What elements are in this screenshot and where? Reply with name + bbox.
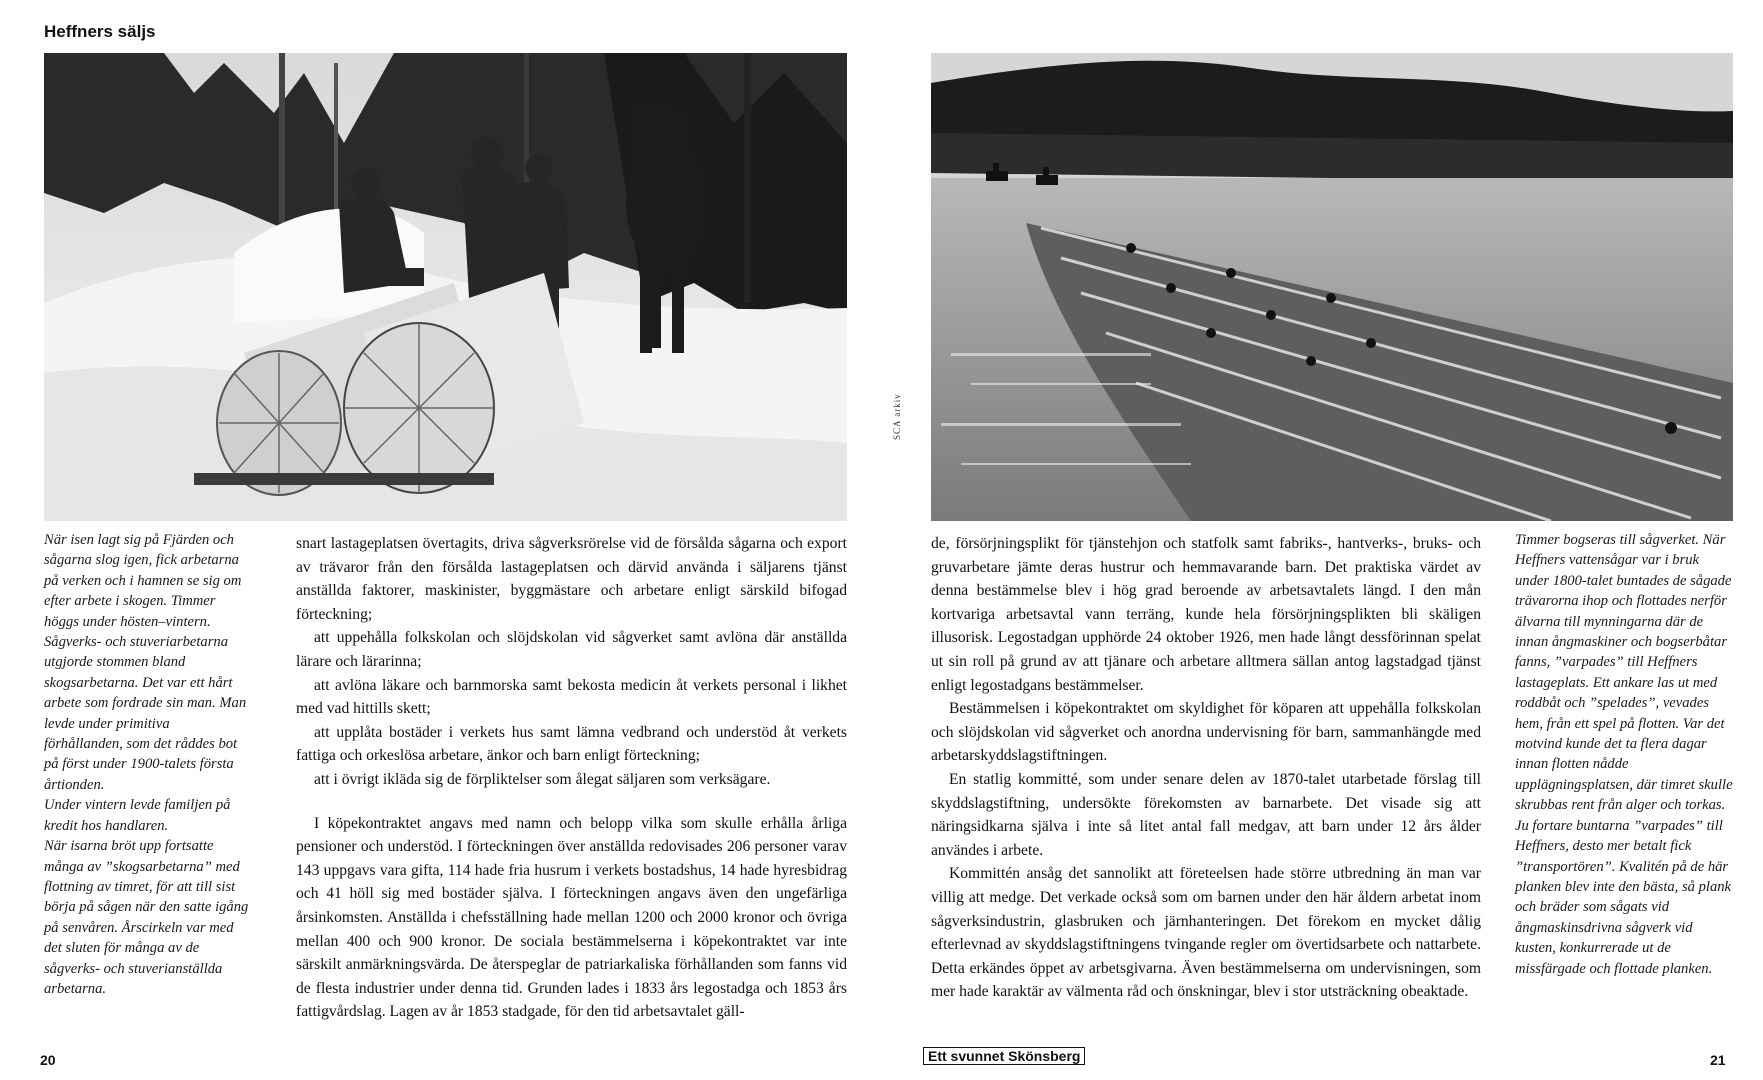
page-number-right: 21 [1710, 1052, 1726, 1068]
caption-right [1515, 530, 1733, 979]
section-title: Heffners säljs [44, 22, 156, 41]
body-paragraph: Kommittén ansåg det sannolikt att företeelsen hade större utbredning än man var villig att medge. Det verkade också som om barnen under den här åldern arbetat inom sågverksindustrin, glasbruken och järnhanteringen. Det förekom en mycket dålig efterlevnad av skyddslagstiftningens tvingande regler om övertidsarbete och nattarbete. Detta erkändes öppet av arbetsgivarna. Även bestämmelserna om undervisningen, som mer hade karaktär av välmenta råd och önskningar, blev i stor utsträckning obeaktade. [931, 865, 1481, 1001]
caption-paragraph: När isarna bröt upp fortsatte många av ”skogsarbetarna” med flottning av timret, för att till sist börja på sågen när den satte igång på senvåren. Årscirkeln var med det sluten för många av de sågverks- och stuverianställda arbetarna. [44, 838, 249, 997]
caption-paragraph: Timmer bogseras till sågverket. När Heffners vattensågar var i bruk under 1800-talet buntades de sågade trävarorna ihop och flottades nerför älvarna till mynningarna där de innan ångmaskiner och bogserbåtar fanns, ”varpades” till Heffners lastageplats. Ett ankare las ut med roddbåt och ”spelades”, vevades hem, från ett spel på flotten. Var det motvind kunde det ta flera dagar innan flotten nådde upplägningsplatsen, där timret skulle skrubbas rent från alger och torkas. Ju fortare buntarna ”varpades” till Heffners, desto mer betalt fick ”transportören”. Kvalitén på de här planken blev inte den bästa, så plank och bräder som sågats vid ångmaskinsdrivna sågverk vid kusten, konkurrerade ut de missfärgade och flottade planken. [1515, 532, 1733, 977]
body-paragraph: snart lastageplatsen övertagits, driva sågverksrörelse vid de försålda sågarna och export av trävaror från den försålda lastageplatsen och därvid använda i säljarens tjänst anställda faktorer, maskinister, byggmästare och arbetare enligt särskild bifogad förteckning; [296, 535, 847, 623]
body-paragraph: att uppehålla folkskolan och slöjdskolan vid sågverket samt avlöna där anställda lärare och lärarinna; [296, 629, 847, 670]
timber-raft-towed-photo [931, 53, 1733, 521]
caption-paragraph: Under vintern levde familjen på kredit hos handlaren. [44, 797, 231, 834]
body-column-right [931, 532, 1481, 1004]
photo-credit: SCA arkiv [892, 393, 902, 440]
body-paragraph: En statlig kommitté, som under senare delen av 1870-talet utarbetade förslag till skyddslagstiftning, undersökte förekomsten av barnarbete. Det visade sig att näringsidkarna själva i inte så litet antal fall medgav, att barn under 12 års ålder användes i arbete. [931, 770, 1481, 859]
loggers-with-horse-photo [44, 53, 847, 521]
caption-paragraph: När isen lagt sig på Fjärden och sågarna slog igen, fick arbetarna på verken och i hamnen se sig om efter arbete i skogen. Timmer höggs under hösten–vintern. Sågverks- och stuveriarbetarna utgjorde stommen bland skogsarbetarna. Det var ett hårt arbete som fordrade sin man. Man levde under primitiva förhållanden, som det råddes bot på först under 1900-talets första årtionden. [44, 532, 247, 793]
loggers-photo-illustration [44, 53, 847, 521]
page-number-left: 20 [40, 1052, 56, 1068]
timber-raft-photo-illustration [931, 53, 1733, 521]
body-paragraph: att upplåta bostäder i verkets hus samt lämna vedbrand och understöd åt verkets fattiga och orkeslösa arbetare, änkor och barn enligt förteckning; [296, 723, 847, 765]
body-paragraph: de, försörjningsplikt för tjänstehjon och statfolk samt fabriks-, hantverks-, bruks- och gruvarbetare jämte deras hustrur och hemmavarande barn. Det praktiska värdet av denna bestämmelse blev i hög grad beroende av arbetsavtalets längd. I den mån kortvariga arbetsavtal vann terräng, kunde hela försörjningsplikten bli skäligen illusorisk. Legostadgan upphörde 24 oktober 1926, men hade långt dessförinnan spelat ut sin roll på grund av att tjänare och arbetare alltmera sällan antog lagstadgad tjänst enligt legostadgans bestämmelser. [931, 535, 1481, 694]
body-paragraph: att i övrigt ikläda sig de förpliktelser som ålegat säljaren som verksägare. [314, 770, 771, 788]
caption-left [44, 530, 252, 999]
body-column-left [296, 532, 847, 1024]
body-paragraph: I köpekontraktet angavs med namn och belopp vilka som skulle erhålla årliga pensioner och understöd. I förteckningen över anställda redovisades 206 personer varav 143 uppgavs vara gifta, 114 hade fria husrum i verkets bostadshus, 14 hade hyresbidrag och 41 höll sig med bostäder själva. I förteckningen angavs även den ungefärliga årsinkomsten. Anställda i chefsställning hade mellan 1200 och 2000 kronor och övriga mellan 400 och 900 kronor. De sociala bestämmelserna i köpekontraktet var inte särskilt anmärkningsvärda. De återspeglar de patriarkaliska förhållanden som fanns vid de flesta industrier under denna tid. Grunden lades i 1833 års legostadga och 1853 års fattigvårdslag. Lagen av år 1853 stadgade, för den tid arbetsavtalet gäll- [296, 814, 847, 1021]
body-paragraph: att avlöna läkare och barnmorska samt bekosta medicin åt verkets personal i likhet med vad hittills skett; [296, 676, 847, 718]
body-paragraph: Bestämmelsen i köpekontraktet om skyldighet för köparen att uppehålla folkskolan och slöjdskolan vid sågverket och anordna undervisning för barn, sammanhängde med arbetarskyddslagstiftningen. [931, 700, 1481, 765]
book-title-label: Ett svunnet Skönsberg [923, 1047, 1085, 1065]
